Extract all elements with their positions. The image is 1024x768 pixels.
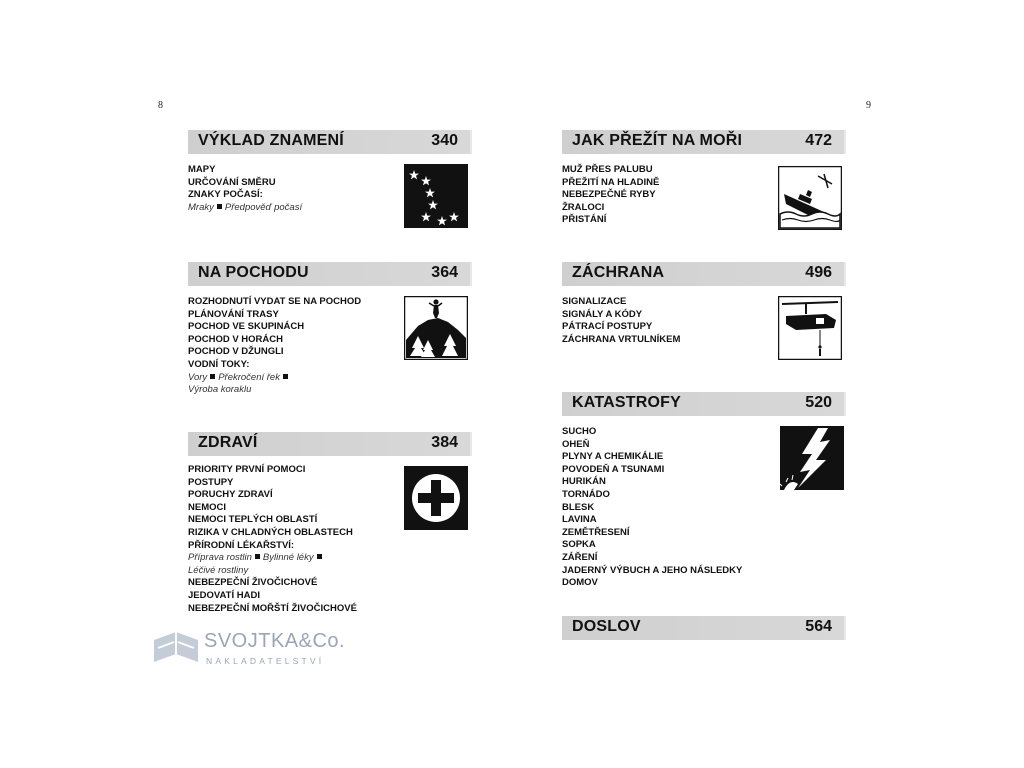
list-item: SIGNALIZACE — [562, 296, 627, 307]
section-zdravi — [188, 432, 470, 622]
publisher-subtitle: NAKLADATELSTVÍ — [206, 656, 325, 666]
section-items — [188, 164, 302, 214]
section-jak-prezit-na-mori — [562, 130, 844, 240]
list-item: SOPKA — [562, 539, 596, 551]
list-item: PŘISTÁNÍ — [562, 214, 607, 226]
list-item: SIGNÁLY A KÓDY — [562, 308, 643, 320]
section-page-number: 496 — [805, 264, 832, 281]
lightning-icon — [780, 426, 844, 490]
list-item: PLYNY A CHEMIKÁLIE — [562, 451, 664, 463]
list-item: DOMOV — [562, 577, 598, 589]
list-item: ROZHODNUTÍ VYDAT SE NA POCHOD — [188, 296, 362, 307]
stars-icon — [404, 164, 468, 228]
sub-list — [188, 552, 357, 565]
section-na-pochodu — [188, 262, 470, 402]
helicopter-icon — [778, 296, 842, 360]
section-header — [188, 432, 472, 456]
list-item: NEMOCI — [188, 501, 226, 513]
sub-item: Výroba koraklu — [188, 384, 252, 396]
publisher-name: SVOJTKA&Co. — [204, 630, 346, 652]
section-page-number: 564 — [805, 618, 832, 635]
section-header — [562, 392, 846, 416]
section-vyklad-znameni — [188, 130, 470, 240]
sub-item: Mraky — [188, 201, 214, 213]
list-item: PÁTRACÍ POSTUPY — [562, 321, 653, 333]
list-item: ŽRALOCI — [562, 201, 605, 213]
list-item: HURIKÁN — [562, 476, 606, 488]
page-number-right: 9 — [866, 100, 871, 111]
sub-list — [188, 372, 361, 385]
section-header — [188, 130, 472, 154]
list-item: JADERNÝ VÝBUCH A JEHO NÁSLEDKY — [562, 564, 743, 576]
list-item: JEDOVATÍ HADI — [188, 589, 260, 601]
section-title: ZDRAVÍ — [198, 434, 258, 451]
section-zachrana — [562, 262, 844, 372]
sub-item: Vory — [188, 371, 208, 383]
list-item: BLESK — [562, 501, 595, 513]
section-items — [562, 164, 659, 227]
section-items — [562, 426, 742, 590]
sub-item: Bylinné léky — [262, 552, 314, 564]
list-item: PRIORITY PRVNÍ POMOCI — [188, 464, 306, 475]
hiker-icon — [404, 296, 468, 360]
list-item: SUCHO — [562, 426, 597, 437]
list-item: POSTUPY — [188, 476, 234, 488]
list-item: PŘÍRODNÍ LÉKAŘSTVÍ: — [188, 539, 295, 551]
list-item: ZEMĚTŘESENÍ — [562, 526, 630, 538]
section-page-number: 472 — [805, 132, 832, 149]
section-items — [562, 296, 680, 346]
list-item: POCHOD V DŽUNGLI — [188, 346, 284, 358]
list-item: URČOVÁNÍ SMĚRU — [188, 176, 276, 188]
section-page-number: 364 — [431, 264, 458, 281]
section-title: ZÁCHRANA — [572, 264, 665, 281]
sub-list — [188, 202, 302, 215]
book-logo-icon — [152, 628, 200, 668]
list-item: LAVINA — [562, 514, 597, 526]
list-item: NEBEZPEČNÍ MOŘŠTÍ ŽIVOČICHOVÉ — [188, 602, 357, 614]
section-katastrofy — [562, 392, 844, 597]
section-items — [188, 464, 357, 615]
list-item: NEBEZPEČNÍ ŽIVOČICHOVÉ — [188, 577, 318, 589]
list-item: POCHOD VE SKUPINÁCH — [188, 321, 305, 333]
section-title: VÝKLAD ZNAMENÍ — [198, 132, 344, 149]
section-title: KATASTROFY — [572, 394, 681, 411]
list-item: PLÁNOVÁNÍ TRASY — [188, 308, 279, 320]
list-item: VODNÍ TOKY: — [188, 358, 250, 370]
list-item: TORNÁDO — [562, 488, 610, 500]
list-item: NEMOCI TEPLÝCH OBLASTÍ — [188, 514, 318, 526]
sub-item: Příprava rostlin — [188, 552, 252, 564]
list-item: POCHOD V HORÁCH — [188, 333, 284, 345]
list-item: NEBEZPEČNÉ RYBY — [562, 189, 656, 201]
section-page-number: 384 — [431, 434, 458, 451]
list-item: MAPY — [188, 164, 216, 175]
list-item: MUŽ PŘES PALUBU — [562, 164, 653, 175]
section-title: JAK PŘEŽÍT NA MOŘI — [572, 132, 743, 149]
sinking-ship-icon — [778, 166, 842, 230]
first-aid-cross-icon — [404, 466, 468, 530]
list-item: RIZIKA V CHLADNÝCH OBLASTECH — [188, 526, 353, 538]
list-item: ZNAKY POČASÍ: — [188, 189, 263, 201]
list-item: PŘEŽITÍ NA HLADINĚ — [562, 176, 660, 188]
section-header — [188, 262, 472, 286]
section-header — [562, 616, 846, 640]
list-item: ZÁCHRANA VRTULNÍKEM — [562, 333, 681, 345]
section-title: DOSLOV — [572, 618, 641, 635]
list-item: PORUCHY ZDRAVÍ — [188, 489, 273, 501]
page-number-left: 8 — [158, 100, 163, 111]
section-doslov — [562, 616, 844, 642]
section-page-number: 520 — [805, 394, 832, 411]
section-header — [562, 130, 846, 154]
section-items — [188, 296, 361, 397]
section-page-number: 340 — [431, 132, 458, 149]
list-item: OHEŇ — [562, 438, 590, 450]
section-header — [562, 262, 846, 286]
sub-item: Překročení řek — [218, 371, 280, 383]
sub-item: Předpověď počasí — [224, 201, 303, 213]
publisher-watermark — [152, 628, 372, 674]
section-title: NA POCHODU — [198, 264, 309, 281]
list-item: ZÁŘENÍ — [562, 551, 598, 563]
sub-item: Léčivé rostliny — [188, 564, 249, 576]
list-item: POVODEŇ A TSUNAMI — [562, 463, 665, 475]
